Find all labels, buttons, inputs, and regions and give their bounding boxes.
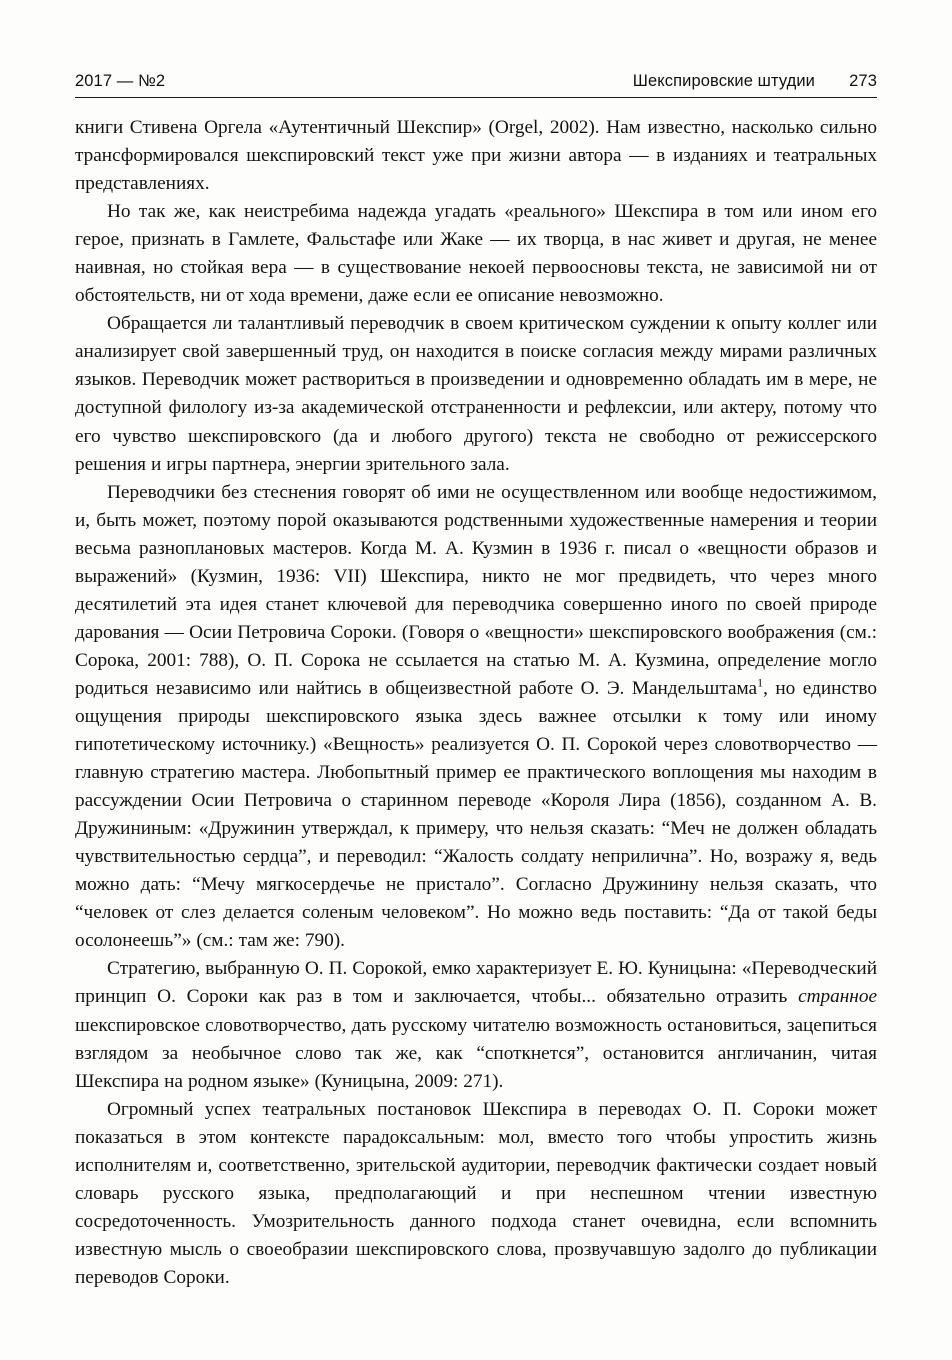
paragraph-text-segment: , но единство ощущения природы шекспировского языка здесь важнее отсылки к тому или иному гипотетическому источнику.) «Вещность» реализуется О. П. Сорокой через словотворчество — главную стратегию мастера. Любопытный пример ее практического воплощения мы находим в рассуждении Осии Петровича о старинном переводе «Короля Лира (1856), созданном А. В. Дружининым: «Дружинин утверждал, к примеру, что нельзя сказать: “Меч не должен обладать чувствительностью сердца”, и переводил: “Жалость солдату неприлична”. Но, возражу я, ведь можно дать: “Мечу мягкосердечье не пристало”. Согласно Дружинину нельзя сказать, что “человек от слез делается соленым человеком”. Но можно ведь поставить: “Да от такой беды осолонеешь”» (см.: там же: 790). (75, 677, 877, 952)
header-page-number: 273 (849, 72, 877, 90)
header-journal-title: Шекспировские штудии (632, 72, 815, 90)
paragraph: Огромный успех театральных постановок Шекспира в переводах О. П. Сороки может показаться в этом контексте парадоксальным: мол, вместо того чтобы упростить жизнь исполнителям и, соответственно, зрительской аудитории, переводчик фактически создает новый словарь русского языка, предполагающий и при неспешном чтении известную сосредоточенность. Умозрительность данного подхода станет очевидна, если вспомнить известную мысль о своеобразии шекспировского слова, прозвучавшую задолго до публикации переводов Сороки. (75, 1098, 877, 1288)
running-header (75, 68, 877, 98)
paragraph-continuation: книги Стивена Оргела «Аутентичный Шекспир» (Orgel, 2002). Нам известно, насколько сильно трансформировался шекспировский текст уже при жизни автора — в изданиях и театральных представлениях. (75, 117, 877, 195)
footnote-reference-marker[interactable]: 1 (757, 675, 764, 690)
header-issue-label: 2017 — №2 (75, 72, 166, 90)
paragraph: Но так же, как неистребима надежда угадать «реального» Шекспира в том или ином его герое, признать в Гамлете, Фальстафе или Жаке — их творца, в нас живет и другая, не менее наивная, но стойкая вера — в существование некоей первоосновы текста, не зависимой ни от обстоятельств, ни от хода времени, даже если ее описание невозможно. (75, 201, 877, 307)
paragraph-with-emphasis (75, 955, 877, 1095)
emphasized-word: странное (798, 986, 877, 1008)
paragraph: Обращается ли талантливый переводчик в своем критическом суждении к опыту коллег или анализирует свой завершенный труд, он находится в поиске согласия между мирами различных языков. Переводчик может раствориться в произведении и одновременно обладать им в мере, не доступной филологу из-за академической отстраненности и рефлексии, или актеру, потому что его чувство шекспировского (да и любого другого) текста не свободно от режиссерского решения и игры партнера, энергии зрительного зала. (75, 313, 877, 475)
paragraph-text-segment: Стратегию, выбранную О. П. Сорокой, емко характеризует Е. Ю. Куницына: «Переводческий принцип О. Сороки как раз в том и заключается, чтобы... обязательно отразить (75, 958, 877, 1008)
paragraph-text-segment: шекспировское словотворчество, дать русскому читателю возможность остановиться, зацепиться взглядом за необычное слово так же, как “споткнется”, остановится англичанин, читая Шекспира на родном языке» (Куницына, 2009: 271). (75, 1014, 877, 1092)
paragraph-text-segment: Переводчики без стеснения говорят об ими не осуществленном или вообще недостижимом, и, быть может, поэтому порой оказываются родственными художественные намерения и теории весьма разноплановых мастеров. Когда М. А. Кузмин в 1936 г. писал о «вещности образов и выражений» (Кузмин, 1936: VII) Шекспира, никто не мог предвидеть, что через много десятилетий эта идея станет ключевой для переводчика совершенно иного по своей природе дарования — Осии Петровича Сороки. (Говоря о «вещности» шекспировского воображения (см.: Сорока, 2001: 788), О. П. Сорока не ссылается на статью М. А. Кузмина, определение могло родиться независимо или найтись в общеизвестной работе О. Э. Мандельштама (75, 481, 877, 699)
paragraph-with-footnote (75, 479, 877, 956)
body-text-column (75, 114, 877, 1292)
